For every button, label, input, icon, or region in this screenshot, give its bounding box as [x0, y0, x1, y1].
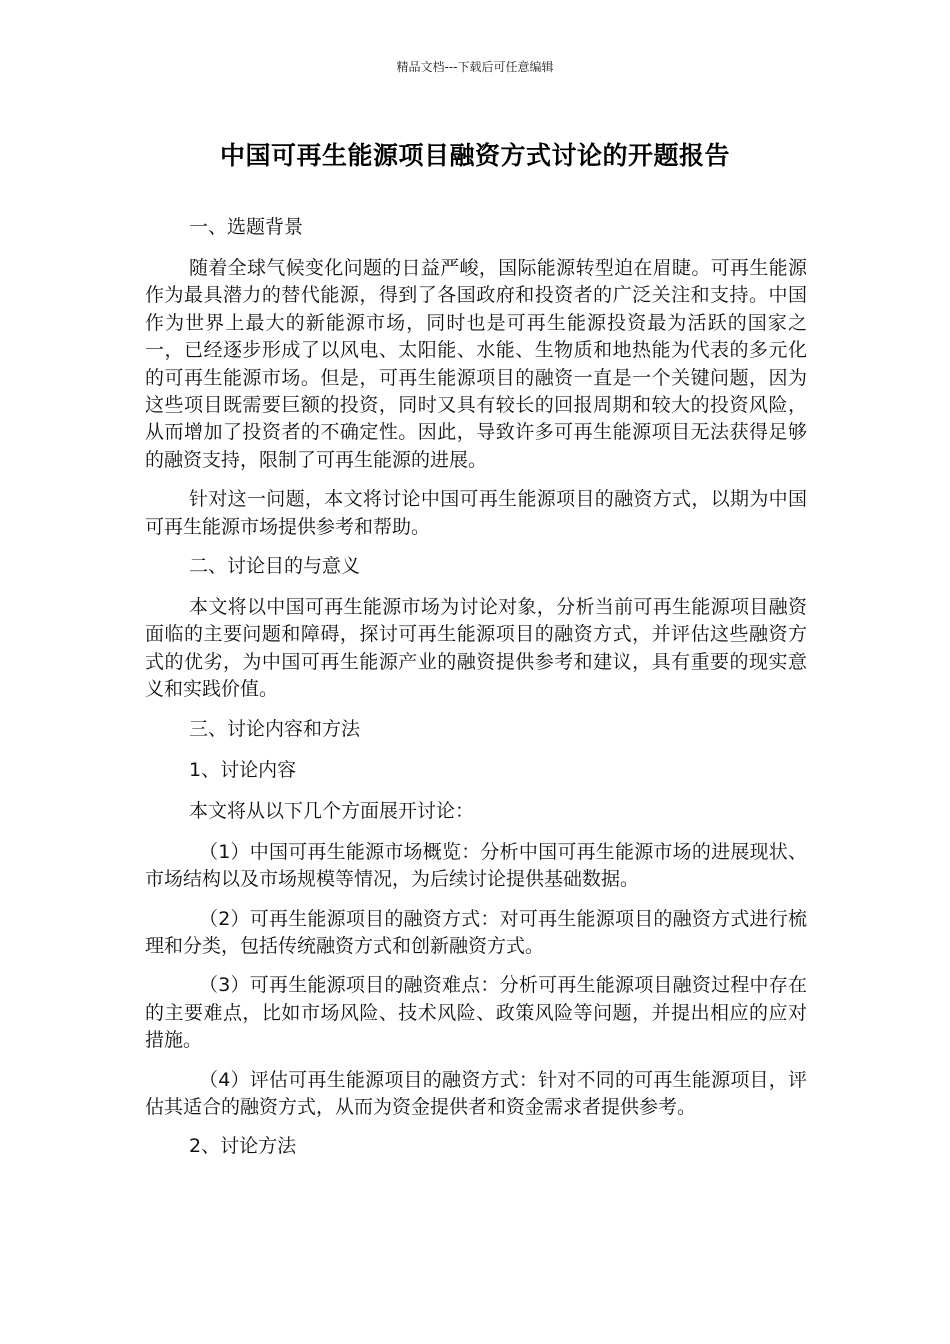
- list-item: （2）可再生能源项目的融资方式：对可再生能源项目的融资方式进行梳理和分类，包括传统融资方式和创新融资方式。: [145, 907, 807, 957]
- subsection-heading: 2、讨论方法: [189, 1135, 297, 1158]
- list-item: （1）中国可再生能源市场概览：分析中国可再生能源市场的进展现状、市场结构以及市场规模等情况，为后续讨论提供基础数据。: [145, 840, 807, 891]
- page-header-watermark: 精品文档---下载后可任意编辑: [396, 60, 554, 74]
- paragraph: 本文将以中国可再生能源市场为讨论对象，分析当前可再生能源项目融资面临的主要问题和障碍，探讨可再生能源项目的融资方式，并评估这些融资方式的优劣，为中国可再生能源产业的融资提供参考和建议，具有重要的现实意义和实践价值。: [145, 596, 807, 701]
- list-item: （4）评估可再生能源项目的融资方式：针对不同的可再生能源项目，评估其适合的融资方式，从而为资金提供者和资金需求者提供参考。: [145, 1068, 807, 1118]
- subsection-heading: 1、讨论内容: [189, 758, 297, 781]
- list-item: （3）可再生能源项目的融资难点：分析可再生能源项目融资过程中存在的主要难点，比如市场风险、技术风险、政策风险等问题，并提出相应的应对措施。: [145, 974, 807, 1052]
- paragraph: 本文将从以下几个方面展开讨论：: [189, 799, 475, 822]
- document-title: 中国可再生能源项目融资方式讨论的开题报告: [219, 141, 730, 170]
- section-heading: 一、选题背景: [189, 216, 304, 238]
- section-heading: 三、讨论内容和方法: [189, 717, 361, 740]
- document-body: [145, 214, 807, 1174]
- paragraph: 针对这一问题，本文将讨论中国可再生能源项目的融资方式，以期为中国可再生能源市场提供参考和帮助。: [145, 488, 807, 538]
- paragraph: 随着全球气候变化问题的日益严峻，国际能源转型迫在眉睫。可再生能源作为最具潜力的替代能源，得到了各国政府和投资者的广泛关注和支持。中国作为世界上最大的新能源市场，同时也是可再生能源投资最为活跃的国家之一，已经逐步形成了以风电、太阳能、水能、生物质和地热能为代表的多元化的可再生能源市场。但是，可再生能源项目的融资一直是一个关键问题，因为这些项目既需要巨额的投资，同时又具有较长的回报周期和较大的投资风险，从而增加了投资者的不确定性。因此，导致许多可再生能源项目无法获得足够的融资支持，限制了可再生能源的进展。: [145, 257, 807, 471]
- section-heading: 二、讨论目的与意义: [189, 555, 361, 578]
